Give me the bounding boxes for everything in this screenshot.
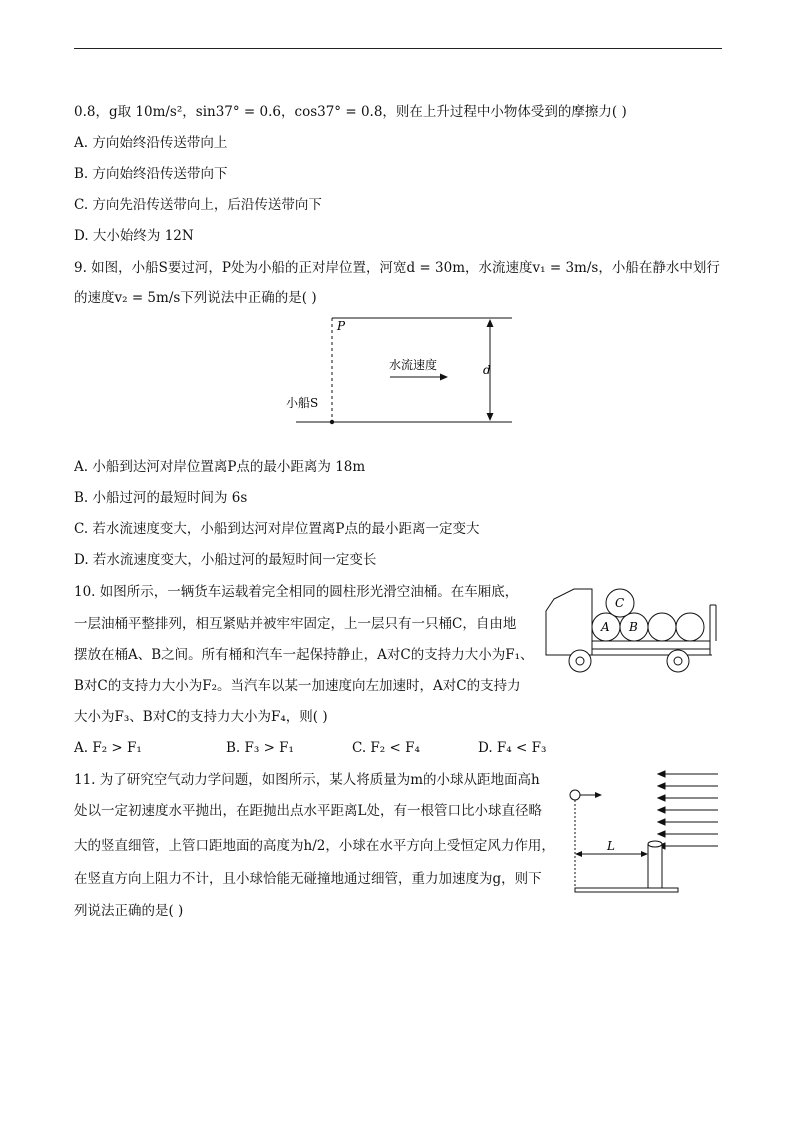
barrel-4 <box>676 613 704 641</box>
q8-option-d: D. 大小始终为 12N <box>74 228 194 244</box>
q11-stem-line-2: 处以一定初速度水平抛出，在距抛出点水平距离L处，有一根管口比小球直径略 <box>74 803 542 819</box>
width-arrow-bottom <box>487 413 494 421</box>
velocity-arrow-head <box>595 792 602 798</box>
q9-option-d: D. 若水流速度变大，小船过河的最短时间一定变长 <box>74 552 377 568</box>
label-b: B <box>629 620 638 634</box>
wheel-front-hub <box>576 657 584 665</box>
ball <box>570 790 580 800</box>
ground <box>575 888 678 892</box>
q10-stem-line-3: 摆放在桶A、B之间。所有桶和汽车一起保持静止，A对C的支持力大小为F₁、 <box>74 647 534 663</box>
label-l: L <box>607 839 615 853</box>
truck-cab <box>546 589 592 655</box>
q10-stem-line-4: B对C的支持力大小为F₂。当汽车以某一加速度向左加速时，A对C的支持力 <box>74 678 521 694</box>
tube-opening <box>648 841 662 847</box>
boat-point <box>330 420 334 424</box>
label-flow: 水流速度 <box>389 358 438 372</box>
projectile-diagram <box>562 766 722 898</box>
q9-option-a: A. 小船到达河对岸位置离P点的最小距离为 18m <box>74 459 366 475</box>
truck-diagram <box>540 585 724 679</box>
q9-stem-line-1: 9. 如图，小船S要过河，P处为小船的正对岸位置，河宽d = 30m，水流速度v₁ = 3m/s，小船在静水中划行 <box>74 260 720 276</box>
q10-option-b: B. F₃ > F₁ <box>226 740 294 756</box>
wind-arrows <box>658 771 718 849</box>
truck-bed <box>592 641 710 649</box>
distance-arrow-left <box>575 851 582 857</box>
q11-stem-line-4: 在竖直方向上阻力不计，且小球恰能无碰撞地通过细管，重力加速度为g，则下 <box>74 871 542 887</box>
q10-stem-line-1: 10. 如图所示，一辆货车运载着完全相同的圆柱形光滑空油桶。在车厢底， <box>74 584 519 600</box>
river-diagram <box>280 312 520 430</box>
q8-option-c: C. 方向先沿传送带向上，后沿传送带向下 <box>74 197 322 213</box>
vertical-tube <box>648 844 662 888</box>
q9-option-b: B. 小船过河的最短时间为 6s <box>74 490 248 506</box>
q9-option-c: C. 若水流速度变大，小船到达河对岸位置离P点的最小距离一定变大 <box>74 521 480 537</box>
label-c: C <box>615 596 625 610</box>
label-a: A <box>601 620 610 634</box>
q8-option-b: B. 方向始终沿传送带向下 <box>74 166 228 182</box>
q10-option-a: A. F₂ > F₁ <box>74 740 142 756</box>
q11-stem-line-3: 大的竖直细管，上管口距地面的高度为h/2，小球在水平方向上受恒定风力作用， <box>74 838 555 854</box>
q8-stem-line: 0.8，g取 10m/s²，sin37° = 0.6，cos37° = 0.8，则在上升过程中小物体受到的摩擦力( ) <box>74 104 627 120</box>
header-rule <box>74 48 722 49</box>
barrel-3 <box>648 613 676 641</box>
label-d: d <box>483 363 491 377</box>
label-p: P <box>337 319 346 333</box>
q11-stem-line-5: 列说法正确的是( ) <box>74 903 184 919</box>
q10-option-c: C. F₂ < F₄ <box>352 740 420 756</box>
q10-stem-line-2: 一层油桶平整排列，相互紧贴并被牢牢固定，上一层只有一只桶C，自由地 <box>74 616 517 632</box>
q10-option-d: D. F₄ < F₃ <box>478 740 547 756</box>
q8-option-a: A. 方向始终沿传送带向上 <box>74 135 228 151</box>
wheel-rear-hub <box>674 657 682 665</box>
width-arrow-top <box>487 319 494 327</box>
distance-arrow-right <box>641 851 648 857</box>
q10-stem-line-5: 大小为F₃、B对C的支持力大小为F₄，则( ) <box>74 709 328 725</box>
q11-stem-line-1: 11. 为了研究空气动力学问题，如图所示，某人将质量为m的小球从距地面高h <box>74 772 540 788</box>
flow-arrow-head <box>440 374 448 381</box>
label-boat: 小船S <box>286 396 319 410</box>
q9-stem-line-2: 的速度v₂ = 5m/s下列说法中正确的是( ) <box>74 290 317 306</box>
